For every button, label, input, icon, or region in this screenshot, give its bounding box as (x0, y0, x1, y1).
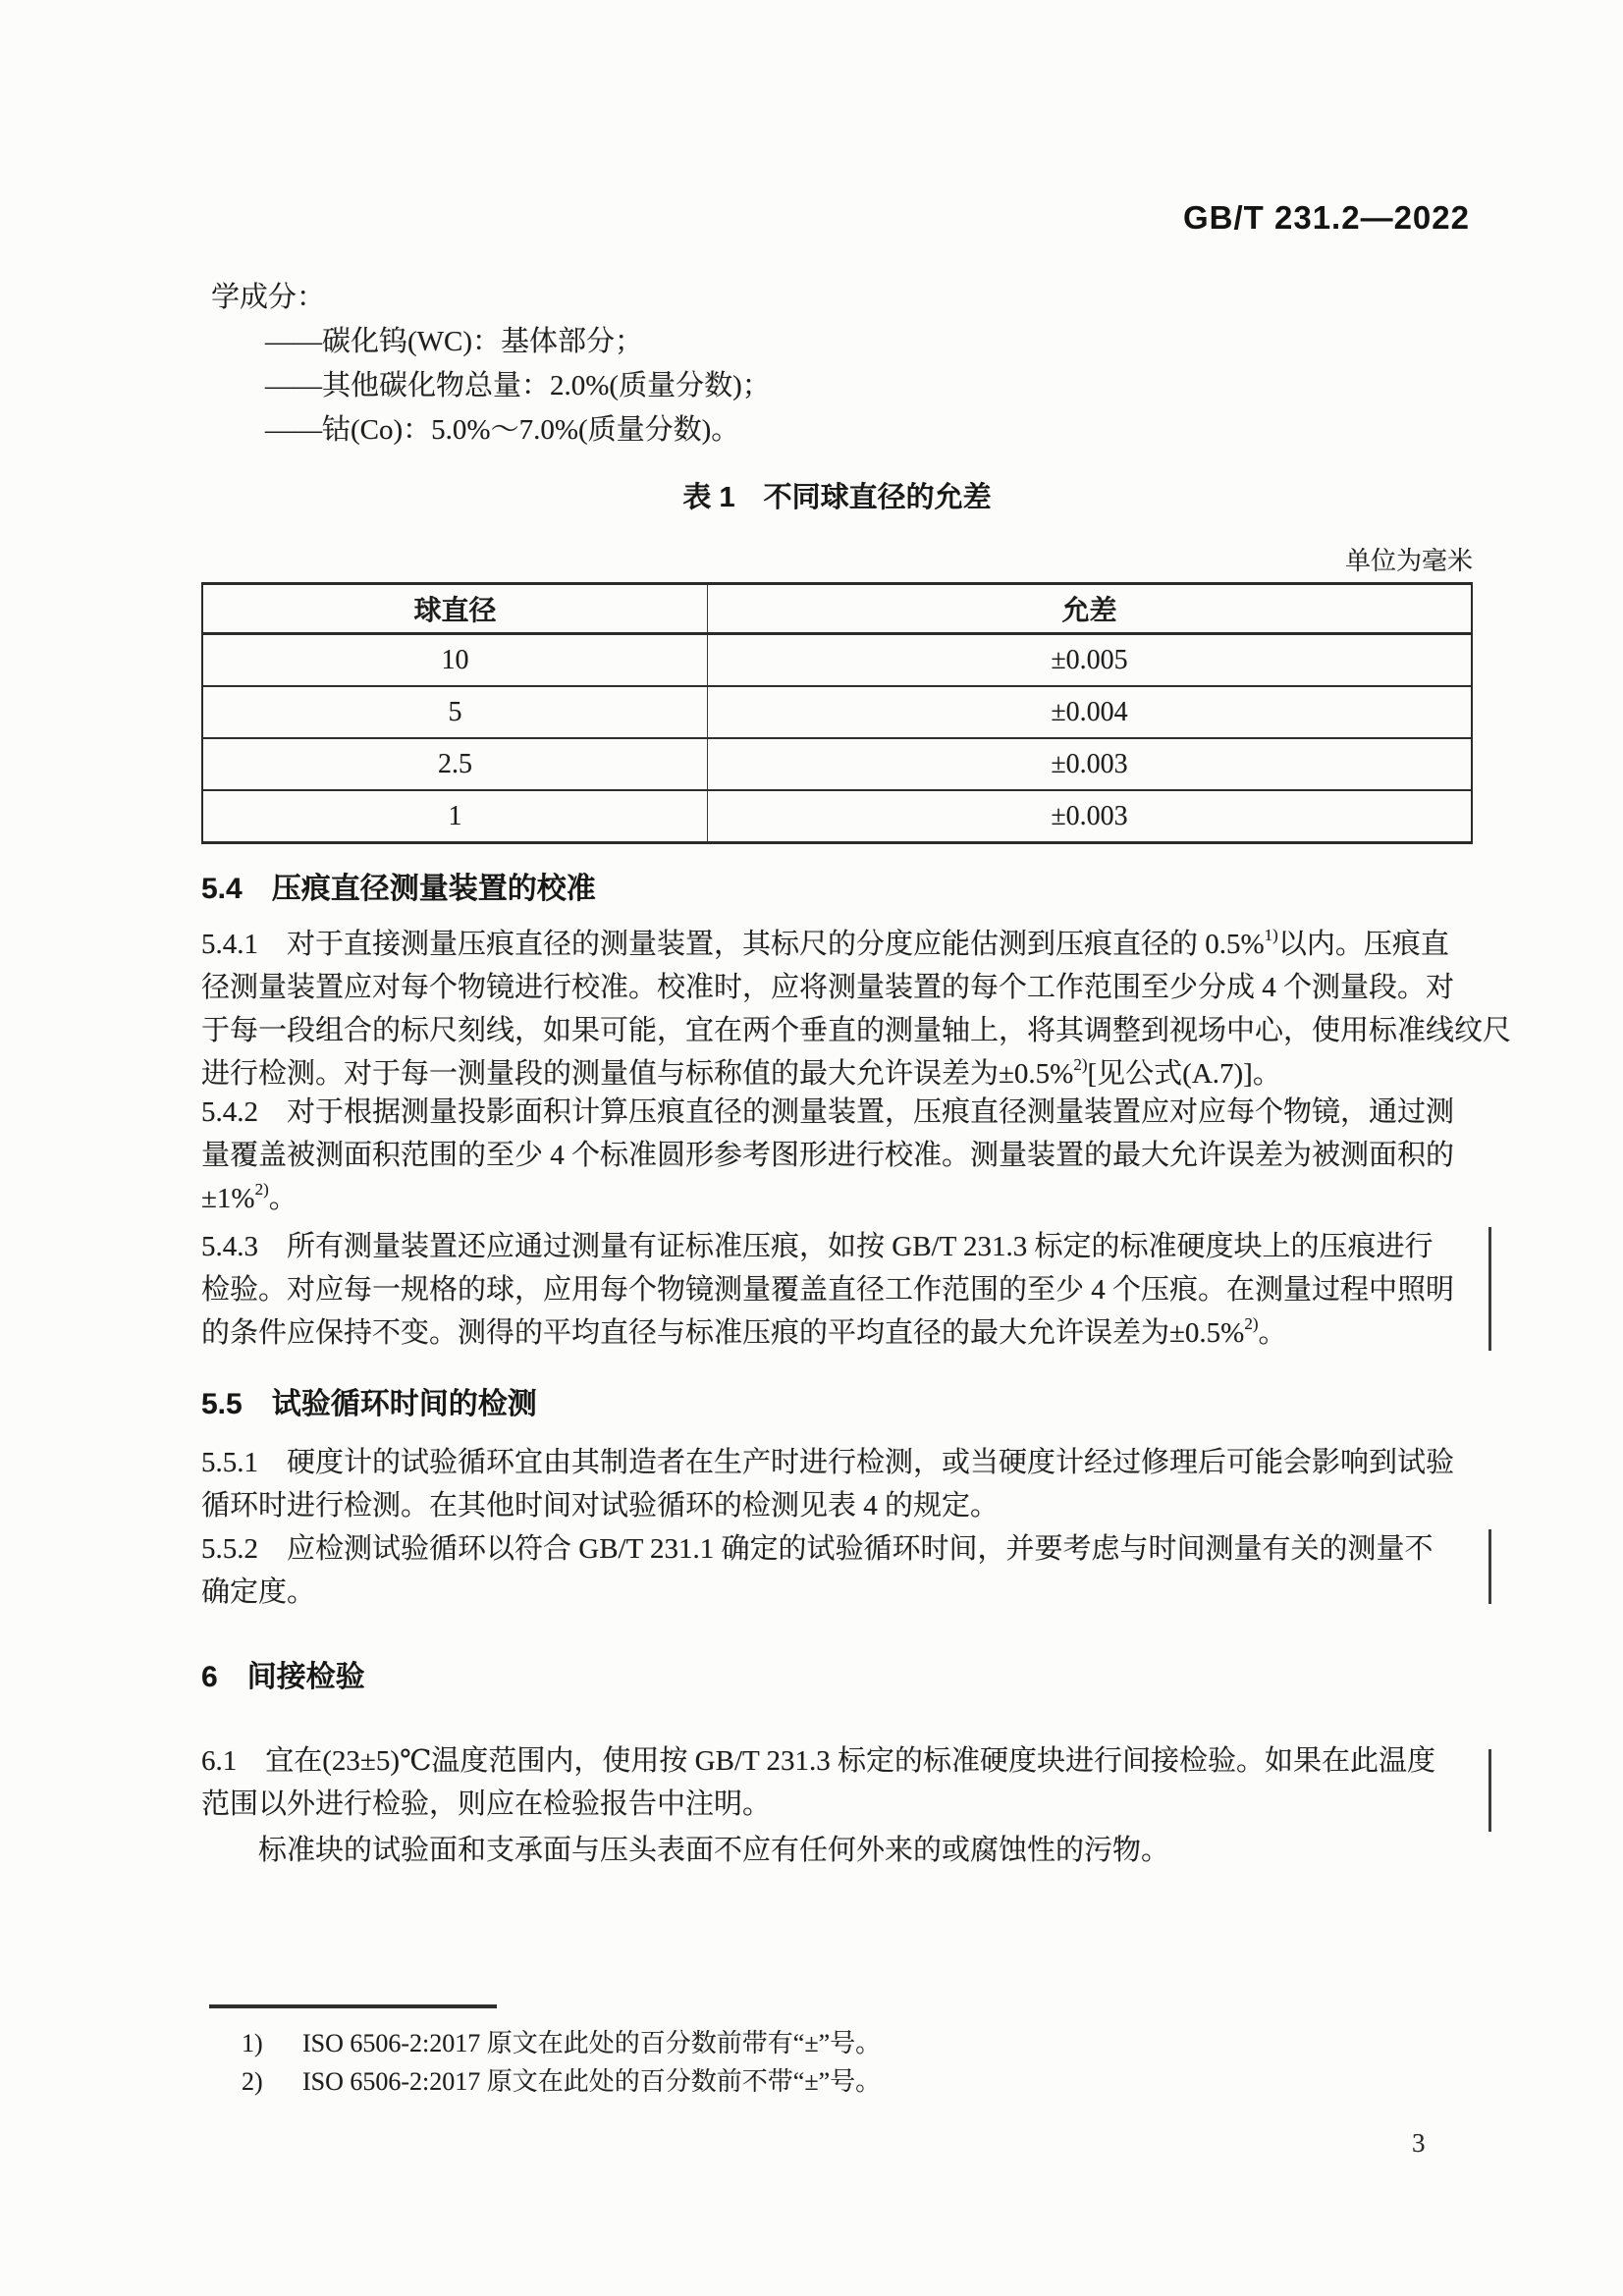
composition-item-wc: ——碳化钨(WC)：基体部分； (265, 326, 644, 357)
footnote-label: 2) (242, 2067, 263, 2096)
section-5-4-1-paragraph (201, 923, 1512, 1095)
table1-header-row (203, 585, 1471, 635)
footnote-ref-2: 2) (1244, 1314, 1259, 1334)
footnote-label: 1) (242, 2029, 263, 2057)
section-5-5-2-paragraph (201, 1527, 1483, 1614)
text-line: 量覆盖被测面积范围的至少 4 个标准圆形参考图形进行校准。测量装置的最大允许误差为被测面积的 (201, 1140, 1455, 1171)
table1-header-tolerance: 允差 (1061, 595, 1117, 625)
text-line: 范围以外进行检验，则应在检验报告中注明。 (201, 1789, 772, 1820)
table-row (203, 739, 1471, 791)
footnote-text: ISO 6506-2:2017 原文在此处的百分数前不带“±”号。 (302, 2067, 882, 2096)
revision-bar (1488, 1749, 1491, 1832)
table-row (203, 635, 1471, 687)
section-5-4-3-paragraph (201, 1225, 1483, 1355)
section-6-heading: 6 间接检验 (201, 1661, 365, 1693)
text-line: 进行检测。对于每一测量段的测量值与标称值的最大允许误差为±0.5%$^{2)}$[见公式(A.7)]。 (201, 1055, 1281, 1090)
text-line: 标准块的试验面和支承面与压头表面不应有任何外来的或腐蚀性的污物。 (258, 1835, 1170, 1866)
composition-item-other-carbides: ——其他碳化物总量：2.0%(质量分数)； (265, 370, 771, 401)
text-line: 于每一段组合的标尺刻线，如果可能，宜在两个垂直的测量轴上，将其调整到视场中心，使用标准线纹尺 (201, 1015, 1512, 1046)
standard-number-header: GB/T 231.2—2022 (1183, 199, 1470, 236)
footnote-ref-1: 1) (1264, 926, 1278, 945)
text-line: 5.5.2 应检测试验循环以符合 GB/T 231.1 确定的试验循环时间，并要考虑与时间测量有关的测量不 (201, 1533, 1434, 1565)
text-line: 6.1 宜在(23±5)℃温度范围内，使用按 GB/T 231.3 标定的标准硬度块进行间接检验。如果在此温度 (201, 1745, 1435, 1777)
ball-diameter-value: 10 (441, 644, 469, 675)
table1-unit-note: 单位为毫米 (1344, 547, 1473, 575)
section-6-1-second-paragraph (201, 1829, 1540, 1872)
composition-lead-text: 学成分： (211, 282, 326, 313)
revision-bar (1488, 1227, 1491, 1351)
footnote-text: ISO 6506-2:2017 原文在此处的百分数前带有“±”号。 (302, 2029, 882, 2057)
text-line: 5.4.2 对于根据测量投影面积计算压痕直径的测量装置，压痕直径测量装置应对应每个物镜，通过测 (201, 1096, 1455, 1128)
footnote-1 (242, 2024, 1322, 2063)
section-5-4-2-paragraph (201, 1091, 1483, 1220)
text-line: 的条件应保持不变。测得的平均直径与标准压痕的平均直径的最大允许误差为±0.5%$^{2)}$。 (201, 1314, 1287, 1349)
text-line: ±1%$^{2)}$。 (201, 1180, 298, 1214)
footnote-ref-2: 2) (254, 1180, 269, 1200)
text-line: 径测量装置应对每个物镜进行校准。校准时，应将测量装置的每个工作范围至少分成 4 个测量段。对 (201, 972, 1455, 1003)
table1 (201, 582, 1473, 844)
footnote-2 (242, 2062, 1322, 2102)
table1-caption: 表 1 不同球直径的允差 (682, 482, 992, 513)
text-line: 确定度。 (201, 1576, 316, 1608)
page-number: 3 (1412, 2128, 1426, 2158)
text-line: 5.5.1 硬度计的试验循环宜由其制造者在生产时进行检测，或当硬度计经过修理后可能会影响到试验 (201, 1447, 1455, 1478)
section-5-5-heading: 5.5 试验循环时间的检测 (201, 1388, 537, 1420)
text-line: 5.4.3 所有测量装置还应通过测量有证标准压痕，如按 GB/T 231.3 标定的标准硬度块上的压痕进行 (201, 1231, 1434, 1262)
section-6-1-paragraph (201, 1739, 1483, 1826)
table-row (203, 791, 1471, 841)
tolerance-value: ±0.003 (1051, 800, 1128, 831)
text-line: 检验。对应每一规格的球，应用每个物镜测量覆盖直径工作范围的至少 4 个压痕。在测量过程中照明 (201, 1274, 1455, 1306)
ball-diameter-value: 5 (448, 696, 462, 727)
tolerance-value: ±0.003 (1051, 748, 1128, 779)
tolerance-value: ±0.004 (1051, 696, 1128, 727)
composition-item-cobalt: ——钴(Co)：5.0%～7.0%(质量分数)。 (265, 414, 740, 446)
section-5-5-1-paragraph (201, 1441, 1483, 1527)
text-line: 循环时进行检测。在其他时间对试验循环的检测见表 4 的规定。 (201, 1490, 1000, 1522)
table1-header-ball-diameter: 球直径 (203, 585, 708, 632)
footnote-ref-2: 2) (1073, 1055, 1088, 1075)
revision-bar (1488, 1529, 1491, 1604)
tolerance-value: ±0.005 (1051, 644, 1128, 675)
footnote-divider (209, 2004, 497, 2008)
ball-diameter-value: 1 (448, 800, 462, 831)
table-row (203, 687, 1471, 739)
ball-diameter-value: 2.5 (438, 748, 472, 779)
text-line: 5.4.1 对于直接测量压痕直径的测量装置，其标尺的分度应能估测到压痕直径的 0.5%$^{1)}$以内。压痕直 (201, 926, 1449, 960)
section-5-4-heading: 5.4 压痕直径测量装置的校准 (201, 873, 596, 905)
